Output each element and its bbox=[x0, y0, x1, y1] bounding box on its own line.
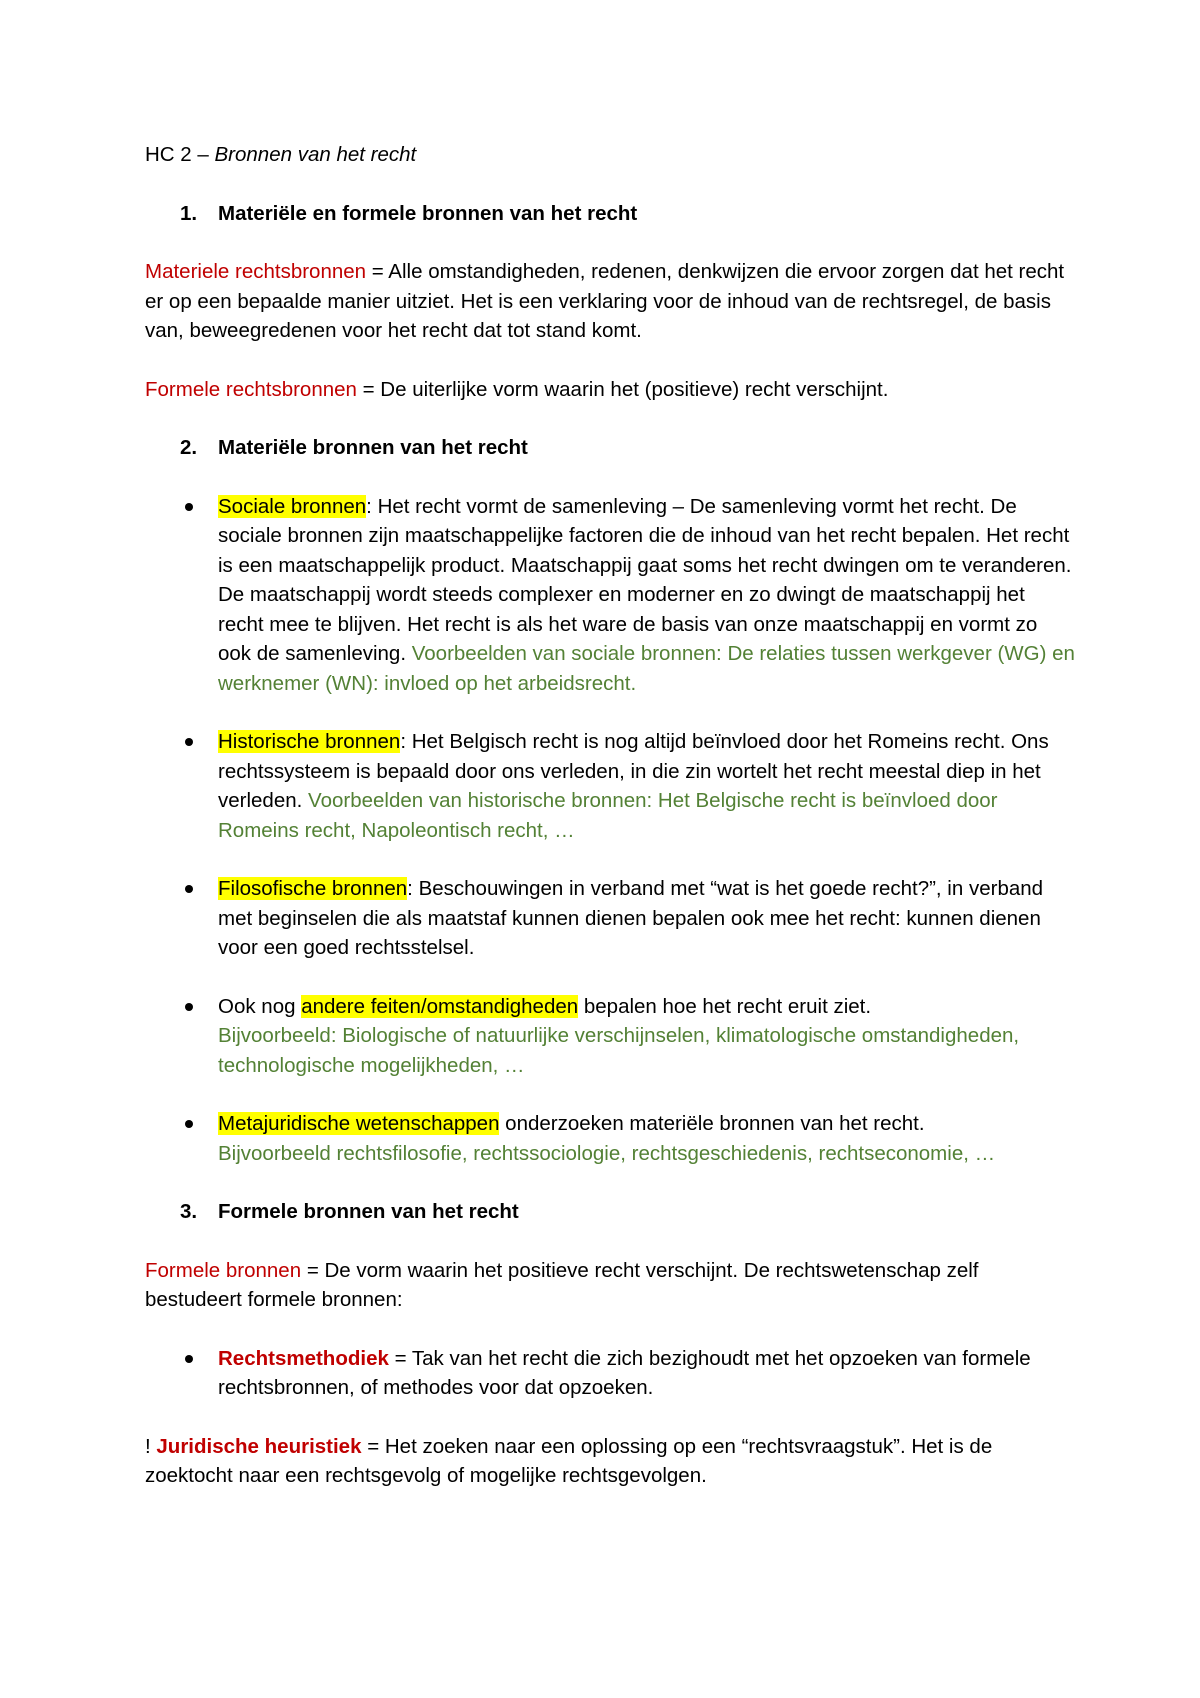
list-item-metajuridische bbox=[145, 1109, 1075, 1168]
list-item-text bbox=[218, 727, 1075, 845]
bullet-icon bbox=[145, 492, 218, 699]
title-prefix: HC 2 – bbox=[145, 143, 215, 166]
bullet-icon bbox=[145, 992, 218, 1081]
list-item-andere-feiten bbox=[145, 992, 1075, 1081]
section-label: Materiële en formele bronnen van het recht bbox=[218, 201, 638, 225]
list-item-text bbox=[218, 874, 1075, 963]
definition-text: = Het zoeken naar een oplossing op een “rechtsvraagstuk”. Het is de zoektocht naar een rechtsgevolg of mogelijke rechtsgevolgen. bbox=[145, 1434, 993, 1487]
definition-formele-bronnen bbox=[145, 1256, 1075, 1315]
section-label: Materiële bronnen van het recht bbox=[218, 436, 528, 459]
list-item-rechtsmethodiek bbox=[145, 1344, 1075, 1403]
highlight-term: Filosofische bronnen bbox=[218, 877, 408, 900]
body-prefix: Ook nog bbox=[218, 994, 302, 1018]
section-heading-3 bbox=[145, 1197, 1075, 1227]
definition-text: = De uiterlijke vorm waarin het (positieve) recht verschijnt. bbox=[356, 377, 889, 401]
term-formele-bronnen: Formele bronnen bbox=[145, 1258, 302, 1282]
example-text: Voorbeelden van sociale bronnen: De relaties tussen werkgever (WG) en werknemer (WN): invloed op het arbeidsrecht. bbox=[218, 642, 1075, 695]
body-text: onderzoeken materiële bronnen van het recht. bbox=[499, 1112, 925, 1135]
bullet-icon bbox=[145, 1109, 218, 1168]
list-item-text bbox=[218, 1344, 1075, 1403]
definition-text: = Tak van het recht die zich bezighoudt met het opzoeken van formele rechtsbronnen, of methodes voor dat opzoeken. bbox=[218, 1346, 1031, 1399]
highlight-term: Historische bronnen bbox=[218, 730, 401, 753]
document-title bbox=[145, 140, 1075, 170]
highlight-term: Sociale bronnen bbox=[218, 494, 367, 518]
section-number: 3. bbox=[180, 1200, 198, 1223]
highlight-term: andere feiten/omstandigheden bbox=[301, 994, 579, 1018]
bullet-icon bbox=[145, 874, 218, 963]
example-text: Voorbeelden van historische bronnen: Het Belgische recht is beïnvloed door Romeins recht, Napoleontisch recht, … bbox=[218, 789, 998, 842]
example-text: Bijvoorbeeld: Biologische of natuurlijke verschijnselen, klimatologische omstandigheden, technologische mogelijkheden, … bbox=[218, 1024, 1020, 1077]
title-italic: Bronnen van het recht bbox=[214, 143, 417, 166]
exclamation-prefix: ! bbox=[145, 1434, 157, 1458]
section-number: 2. bbox=[180, 436, 198, 459]
body-text: : Het recht vormt de samenleving – De samenleving vormt het recht. De sociale bronnen zijn maatschappelijke factoren die de inhoud van het recht bepalen. Het recht is een maatschappelijk product. Maatschappij gaat soms het recht dwingen om te veranderen. De maatschappij wordt steeds complexer en moderner en zo dwingt de maatschappij het recht mee te blijven. Het recht is als het ware de basis van onze maatschappij en vormt zo ook de samenleving. bbox=[218, 494, 1072, 665]
list-item-text bbox=[218, 492, 1075, 699]
term-rechtsmethodiek: Rechtsmethodiek bbox=[218, 1346, 389, 1370]
section-number: 1. bbox=[180, 201, 198, 225]
term-materiele-rechtsbronnen: Materiele rechtsbronnen bbox=[145, 260, 367, 283]
section-heading-2 bbox=[145, 433, 1075, 463]
bullet-icon bbox=[145, 727, 218, 845]
highlight-term: Metajuridische wetenschappen bbox=[218, 1112, 500, 1135]
definition-formele-rechtsbronnen bbox=[145, 375, 1075, 405]
definition-text: = Alle omstandigheden, redenen, denkwijzen die ervoor zorgen dat het recht er op een bepaalde manier uitziet. Het is een verklaring voor de inhoud van de rechtsregel, de basis van, beweegredenen voor het recht dat tot stand komt. bbox=[145, 260, 1065, 342]
section-heading-1 bbox=[145, 199, 1075, 229]
section-label: Formele bronnen van het recht bbox=[218, 1200, 519, 1223]
definition-materiele-rechtsbronnen bbox=[145, 257, 1075, 346]
list-item-text bbox=[218, 1109, 1075, 1168]
definition-text: = De vorm waarin het positieve recht verschijnt. De rechtswetenschap zelf bestudeert formele bronnen: bbox=[145, 1258, 979, 1311]
term-juridische-heuristiek: Juridische heuristiek bbox=[156, 1434, 362, 1458]
example-text: Bijvoorbeeld rechtsfilosofie, rechtssociologie, rechtsgeschiedenis, rechtseconomie, … bbox=[218, 1141, 996, 1165]
term-formele-rechtsbronnen: Formele rechtsbronnen bbox=[145, 377, 357, 401]
definition-juridische-heuristiek bbox=[145, 1432, 1075, 1491]
body-text: : Het Belgisch recht is nog altijd beïnvloed door het Romeins recht. Ons rechtssysteem is bepaald door ons verleden, in die zin wortelt het recht meestal diep in het verleden. bbox=[218, 730, 1049, 812]
body-text: bepalen hoe het recht eruit ziet. bbox=[578, 994, 872, 1018]
list-item-sociale-bronnen bbox=[145, 492, 1075, 699]
document-content bbox=[145, 140, 1075, 1520]
list-item-historische-bronnen bbox=[145, 727, 1075, 845]
bullet-icon bbox=[145, 1344, 218, 1403]
list-item-text bbox=[218, 992, 1075, 1081]
list-item-filosofische-bronnen bbox=[145, 874, 1075, 963]
body-text: : Beschouwingen in verband met “wat is het goede recht?”, in verband met beginselen die als maatstaf kunnen dienen bepalen ook mee het recht: kunnen dienen voor een goed rechtsstelsel. bbox=[218, 877, 1044, 959]
